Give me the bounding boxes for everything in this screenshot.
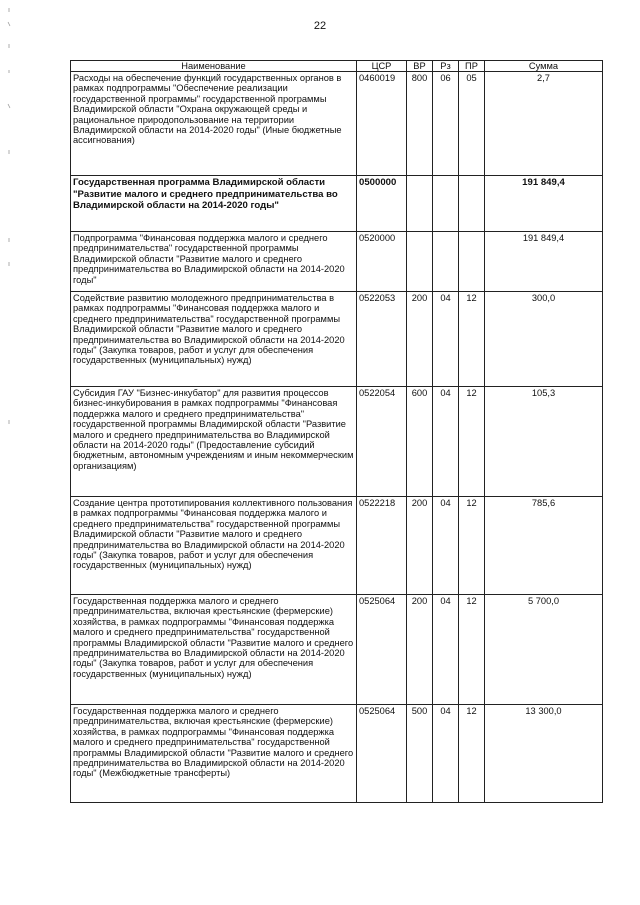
row-vr: 500 (407, 705, 433, 803)
table-row (71, 497, 603, 595)
row-sum: 300,0 (485, 292, 603, 387)
row-vr (407, 176, 433, 232)
header-sum: Сумма (485, 61, 603, 72)
table-row (71, 595, 603, 705)
row-name: Содействие развитию молодежного предпринимательства в рамках подпрограммы "Финансовая поддержка малого и среднего предпринимательства" государственной программы Владимирской области "Развитие малого и среднего предпринимательства во Владимирской области на 2014-2020 годы" (Закупка товаров, работ и услуг для обеспечения государственных (муниципальных) нужд) (71, 292, 357, 387)
table-row (71, 705, 603, 803)
row-vr: 600 (407, 387, 433, 497)
row-vr: 800 (407, 72, 433, 176)
row-csr: 0460019 (357, 72, 407, 176)
table-row (71, 176, 603, 232)
row-csr: 0525064 (357, 705, 407, 803)
header-name: Наименование (71, 61, 357, 72)
row-sum: 191 849,4 (485, 176, 603, 232)
row-csr: 0500000 (357, 176, 407, 232)
row-vr: 200 (407, 595, 433, 705)
row-name: Государственная программа Владимирской области "Развитие малого и среднего предпринимательства во Владимирской области на 2014-2020 годы" (71, 176, 357, 232)
row-name: Государственная поддержка малого и среднего предпринимательства, включая крестьянские (фермерские) хозяйства, в рамках подпрограммы "Финансовая поддержка малого и среднего предпринимательства" государственной программы Владимирской области "Развитие малого и среднего предпринимательства во Владимирской области на 2014-2020 годы" (Межбюджетные трансферты) (71, 705, 357, 803)
table-row (71, 72, 603, 176)
row-pr: 12 (459, 595, 485, 705)
row-name: Государственная поддержка малого и среднего предпринимательства, включая крестьянские (фермерские) хозяйства, в рамках подпрограммы "Финансовая поддержка малого и среднего предпринимательства" государственной программы Владимирской области "Развитие малого и среднего предпринимательства во Владимирской области на 2014-2020 годы" (Закупка товаров, работ и услуг для обеспечения государственных (муниципальных) нужд) (71, 595, 357, 705)
row-sum: 785,6 (485, 497, 603, 595)
row-csr: 0522054 (357, 387, 407, 497)
row-csr: 0522218 (357, 497, 407, 595)
row-rz: 04 (433, 497, 459, 595)
row-rz (433, 176, 459, 232)
budget-table (70, 60, 603, 803)
table-row (71, 232, 603, 292)
row-rz: 04 (433, 705, 459, 803)
row-pr: 12 (459, 705, 485, 803)
row-pr (459, 232, 485, 292)
table-row (71, 292, 603, 387)
row-vr: 200 (407, 292, 433, 387)
row-sum: 13 300,0 (485, 705, 603, 803)
page-number: 22 (313, 20, 327, 32)
row-pr: 05 (459, 72, 485, 176)
row-vr (407, 232, 433, 292)
scan-margin-marks (4, 0, 14, 905)
header-pr: ПР (459, 61, 485, 72)
table-header-row (71, 61, 603, 72)
row-pr: 12 (459, 497, 485, 595)
header-csr: ЦСР (357, 61, 407, 72)
row-csr: 0522053 (357, 292, 407, 387)
row-pr: 12 (459, 292, 485, 387)
row-name: Создание центра прототипирования коллективного пользования в рамках подпрограммы "Финансовая поддержка малого и среднего предпринимательства" государственной программы Владимирской области "Развитие малого и среднего предпринимательства во Владимирской области на 2014-2020 годы" (Закупка товаров, работ и услуг для обеспечения государственных (муниципальных) нужд) (71, 497, 357, 595)
row-csr: 0525064 (357, 595, 407, 705)
row-sum: 2,7 (485, 72, 603, 176)
row-sum: 105,3 (485, 387, 603, 497)
row-vr: 200 (407, 497, 433, 595)
row-name: Расходы на обеспечение функций государственных органов в рамках подпрограммы "Обеспечение реализации государственной программы" государственной программы Владимирской области "Охрана окружающей среды и рациональное природопользование на территории Владимирской области на 2014-2020 годы" (Иные бюджетные ассигнования) (71, 72, 357, 176)
row-name: Подпрограмма "Финансовая поддержка малого и среднего предпринимательства" государственной программы Владимирской области "Развитие малого и среднего предпринимательства во Владимирской области на 2014-2020 годы" (71, 232, 357, 292)
header-vr: ВР (407, 61, 433, 72)
row-rz (433, 232, 459, 292)
row-pr (459, 176, 485, 232)
row-name: Субсидия ГАУ "Бизнес-инкубатор" для развития процессов бизнес-инкубирования в рамках подпрограммы "Финансовая поддержка малого и среднего предпринимательства" государственной программы Владимирской области "Развитие малого и среднего предпринимательства во Владимирской области на 2014-2020 годы" (Предоставление субсидий бюджетным, автономным учреждениям и иным некоммерческим организациям) (71, 387, 357, 497)
row-rz: 04 (433, 387, 459, 497)
row-sum: 191 849,4 (485, 232, 603, 292)
header-rz: Рз (433, 61, 459, 72)
row-pr: 12 (459, 387, 485, 497)
row-rz: 04 (433, 595, 459, 705)
row-sum: 5 700,0 (485, 595, 603, 705)
row-csr: 0520000 (357, 232, 407, 292)
row-rz: 04 (433, 292, 459, 387)
row-rz: 06 (433, 72, 459, 176)
table-row (71, 387, 603, 497)
